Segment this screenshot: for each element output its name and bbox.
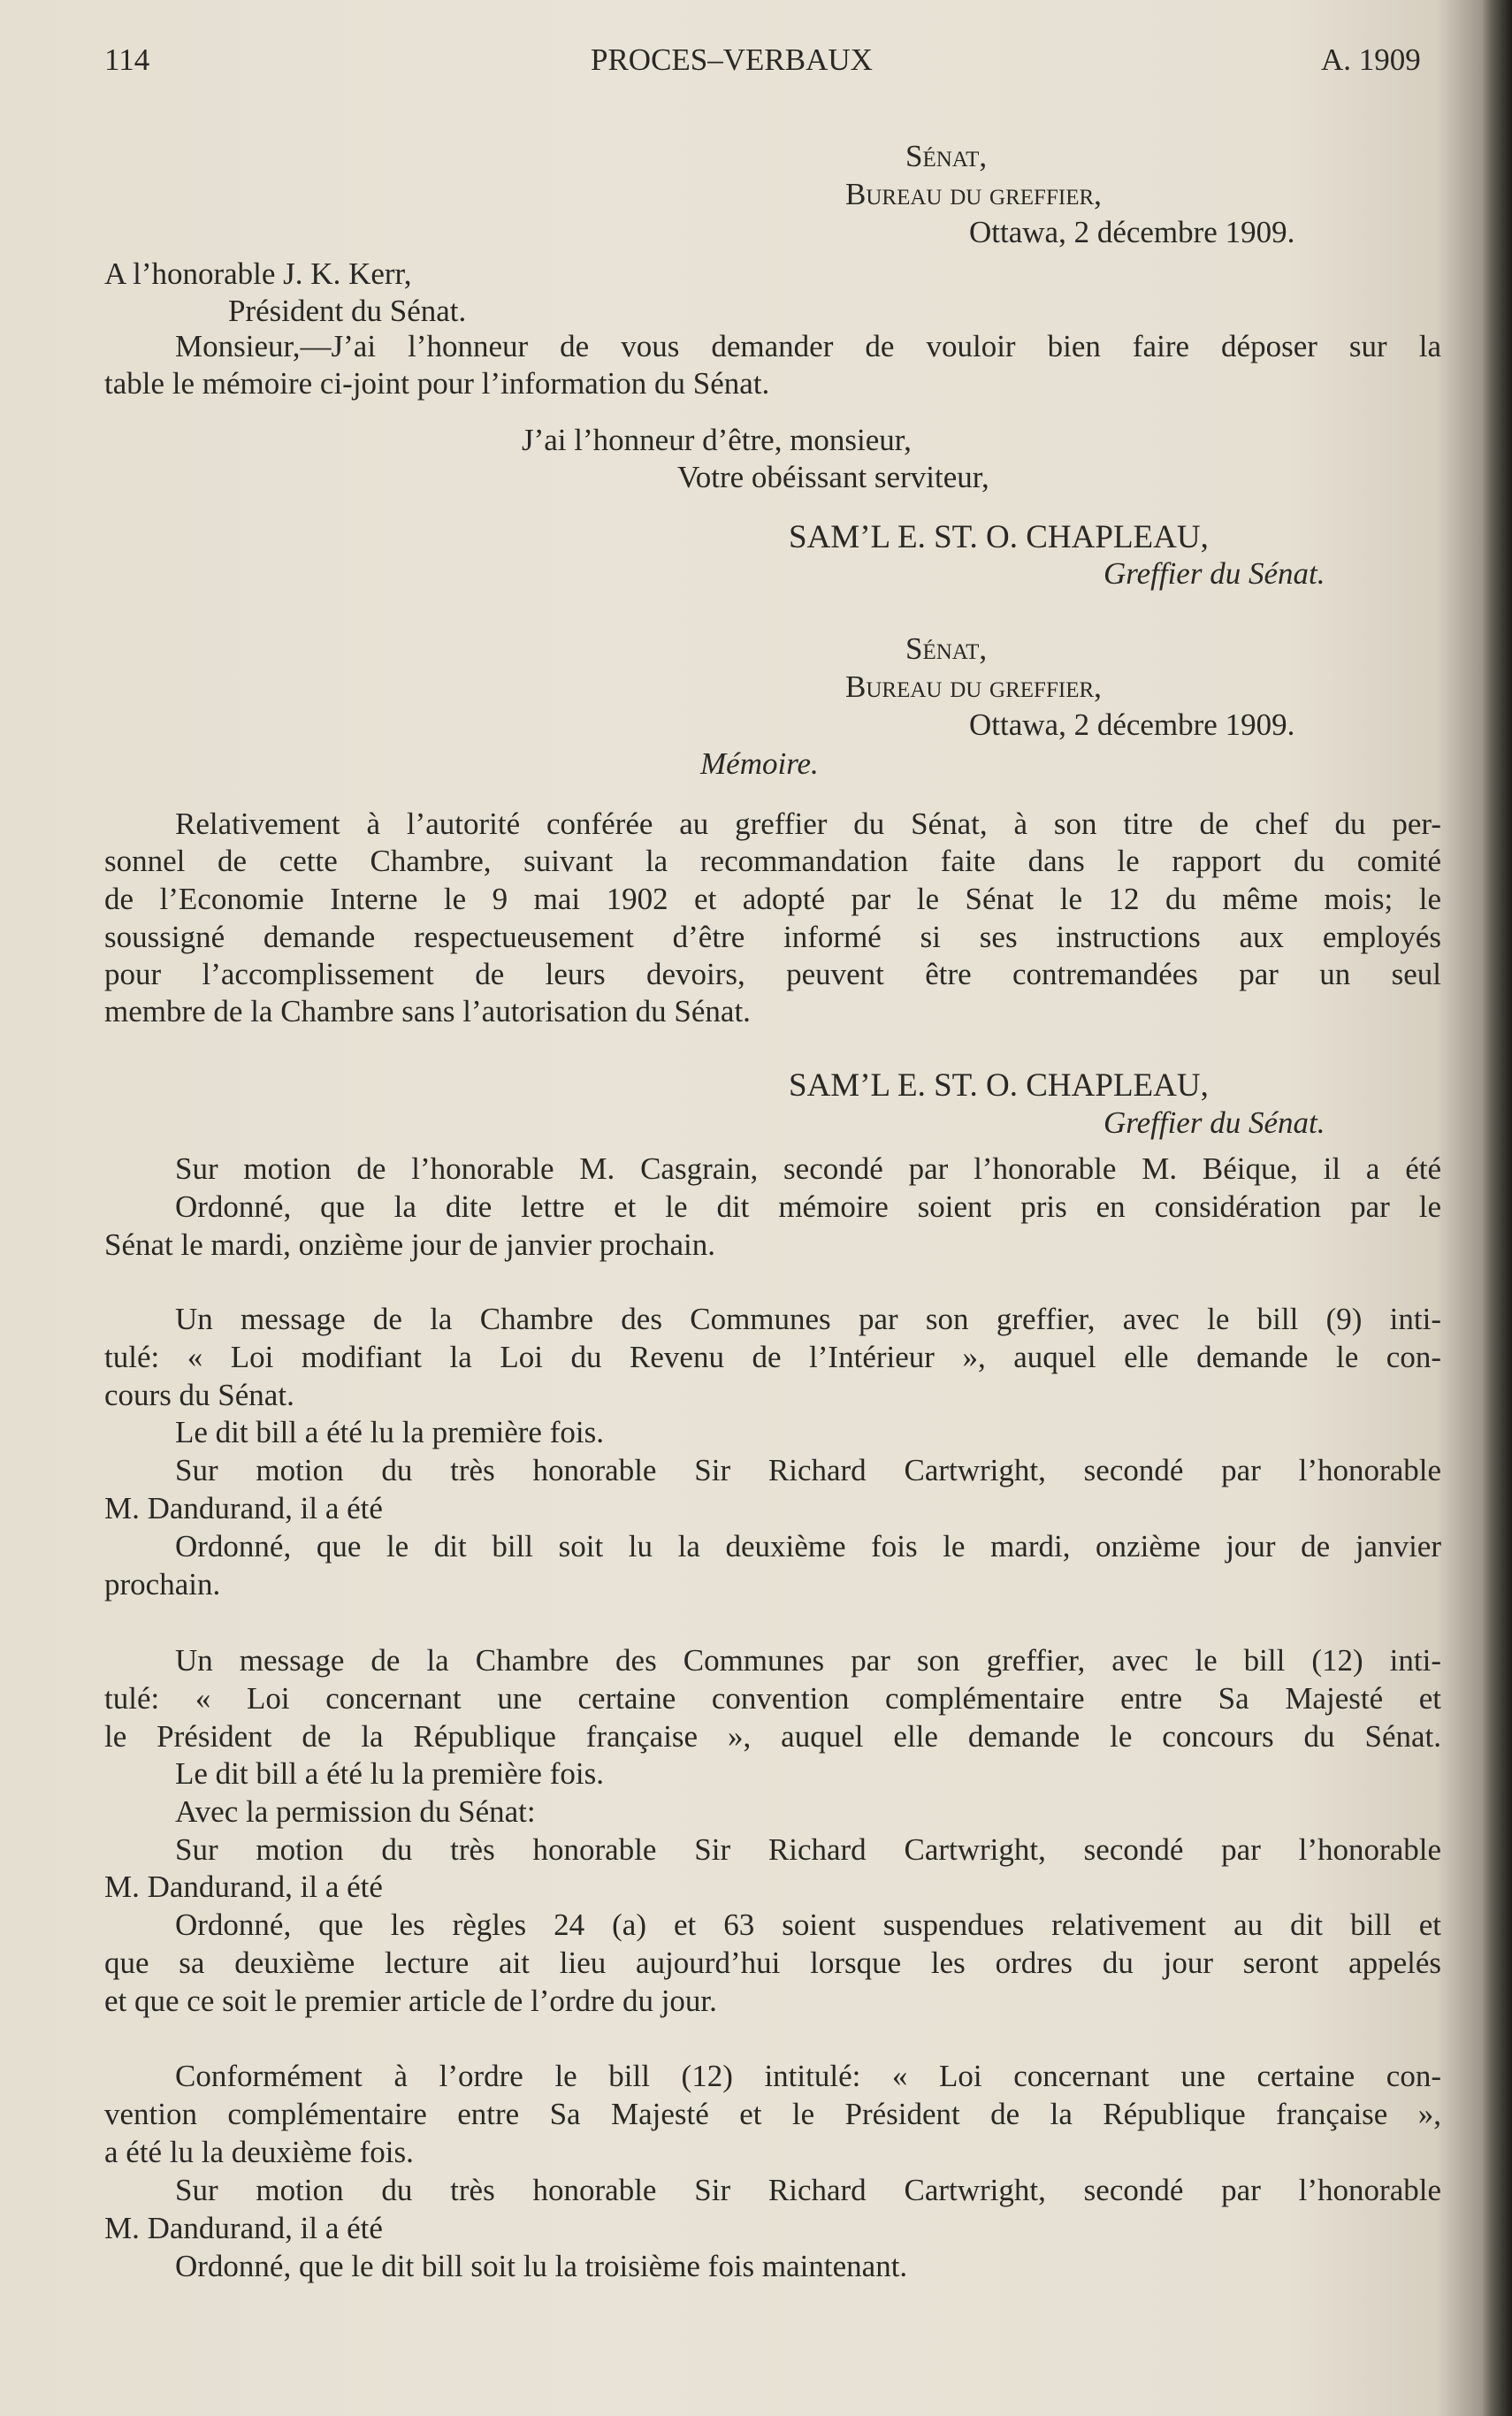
letter-addressee-title: Président du Sénat. — [228, 294, 467, 328]
bill12-line: le Président de la République française », auquel elle demande le concours du Sénat. — [104, 1719, 1441, 1754]
bill9-line: cours du Sénat. — [104, 1378, 294, 1412]
bill12-line: Un message de la Chambre des Communes par son greffier, avec le bill (12) inti- — [175, 1643, 1441, 1678]
memo-place: Sénat, — [905, 631, 988, 666]
motion-line: Sénat le mardi, onzième jour de janvier prochain. — [104, 1227, 715, 1262]
bill12-line: et que ce soit le premier article de l’ordre du jour. — [104, 1984, 717, 2018]
letter-body-line: Monsieur,—J’ai l’honneur de vous demander de vouloir bien faire déposer sur la — [175, 329, 1441, 363]
letter-place: Sénat, — [905, 139, 988, 173]
memo-signature-title: Greffier du Sénat. — [1103, 1105, 1325, 1140]
letter-closing: J’ai l’honneur d’être, monsieur, — [522, 423, 912, 457]
letter-body-line: table le mémoire ci-joint pour l’information du Sénat. — [104, 366, 770, 401]
letter-office: Bureau du greffier, — [845, 177, 1102, 211]
bill12-line: tulé: « Loi concernant une certaine convention complémentaire entre Sa Majesté et — [104, 1681, 1441, 1716]
memo-line: sonnel de cette Chambre, suivant la recommandation faite dans le rapport du comité — [104, 844, 1441, 878]
bill9-line: Sur motion du très honorable Sir Richard Cartwright, secondé par l’honorable — [175, 1453, 1441, 1487]
motion-line: Ordonné, que la dite lettre et le dit mémoire soient pris en considération par le — [175, 1189, 1441, 1224]
bill12-line: Ordonné, que les règles 24 (a) et 63 soient suspendues relativement au dit bill et — [175, 1908, 1441, 1942]
bill9-line: tulé: « Loi modifiant la Loi du Revenu de l’Intérieur », auquel elle demande le con- — [104, 1340, 1441, 1374]
memo-line: membre de la Chambre sans l’autorisation du Sénat. — [104, 994, 751, 1028]
memo-office: Bureau du greffier, — [845, 669, 1102, 704]
running-title: PROCES–VERBAUX — [591, 42, 873, 77]
bill9-line: prochain. — [104, 1567, 221, 1602]
bill12-line: Avec la permission du Sénat: — [175, 1794, 536, 1829]
second-reading-line: a été lu la deuxième fois. — [104, 2135, 414, 2169]
year-mark: A. 1909 — [1321, 42, 1421, 77]
letter-signature-title: Greffier du Sénat. — [1103, 556, 1325, 591]
bill9-line: Le dit bill a été lu la première fois. — [175, 1415, 604, 1449]
memo-line: de l’Economie Interne le 9 mai 1902 et adopté par le Sénat le 12 du même mois; le — [104, 882, 1441, 916]
bill9-line: Un message de la Chambre des Communes par son greffier, avec le bill (9) inti- — [175, 1302, 1441, 1336]
bill12-line: M. Dandurand, il a été — [104, 1869, 383, 1904]
bill12-line: que sa deuxième lecture ait lieu aujourd’hui lorsque les ordres du jour seront appelés — [104, 1946, 1441, 1980]
memo-signature: SAM’L E. ST. O. CHAPLEAU, — [789, 1067, 1209, 1104]
memo-date: Ottawa, 2 décembre 1909. — [969, 707, 1295, 742]
bill9-line: M. Dandurand, il a été — [104, 1491, 383, 1525]
second-reading-line: vention complémentaire entre Sa Majesté et le Président de la République française », — [104, 2097, 1441, 2131]
page-number: 114 — [104, 42, 150, 77]
memo-heading: Mémoire. — [700, 746, 819, 781]
bill12-line: Sur motion du très honorable Sir Richard Cartwright, secondé par l’honorable — [175, 1832, 1441, 1867]
letter-date: Ottawa, 2 décembre 1909. — [969, 215, 1295, 249]
bill12-line: Le dit bill a été lu la première fois. — [175, 1756, 604, 1791]
letter-addressee: A l’honorable J. K. Kerr, — [104, 256, 412, 291]
second-reading-line: Ordonné, que le dit bill soit lu la troisième fois maintenant. — [175, 2249, 908, 2283]
memo-line: pour l’accomplissement de leurs devoirs, peuvent être contremandées par un seul — [104, 957, 1441, 991]
second-reading-line: Sur motion du très honorable Sir Richard Cartwright, secondé par l’honorable — [175, 2173, 1441, 2207]
second-reading-line: Conformément à l’ordre le bill (12) intitulé: « Loi concernant une certaine con- — [175, 2059, 1441, 2093]
second-reading-line: M. Dandurand, il a été — [104, 2211, 383, 2245]
letter-signature: SAM’L E. ST. O. CHAPLEAU, — [789, 519, 1209, 555]
motion-line: Sur motion de l’honorable M. Casgrain, secondé par l’honorable M. Béique, il a été — [175, 1151, 1441, 1186]
page-edge-shadow — [1482, 0, 1512, 2416]
memo-line: Relativement à l’autorité conférée au greffier du Sénat, à son titre de chef du per- — [175, 807, 1441, 841]
bill9-line: Ordonné, que le dit bill soit lu la deuxième fois le mardi, onzième jour de janvier — [175, 1529, 1441, 1564]
memo-line: soussigné demande respectueusement d’être informé si ses instructions aux employés — [104, 920, 1441, 954]
letter-closing: Votre obéissant serviteur, — [677, 460, 989, 494]
